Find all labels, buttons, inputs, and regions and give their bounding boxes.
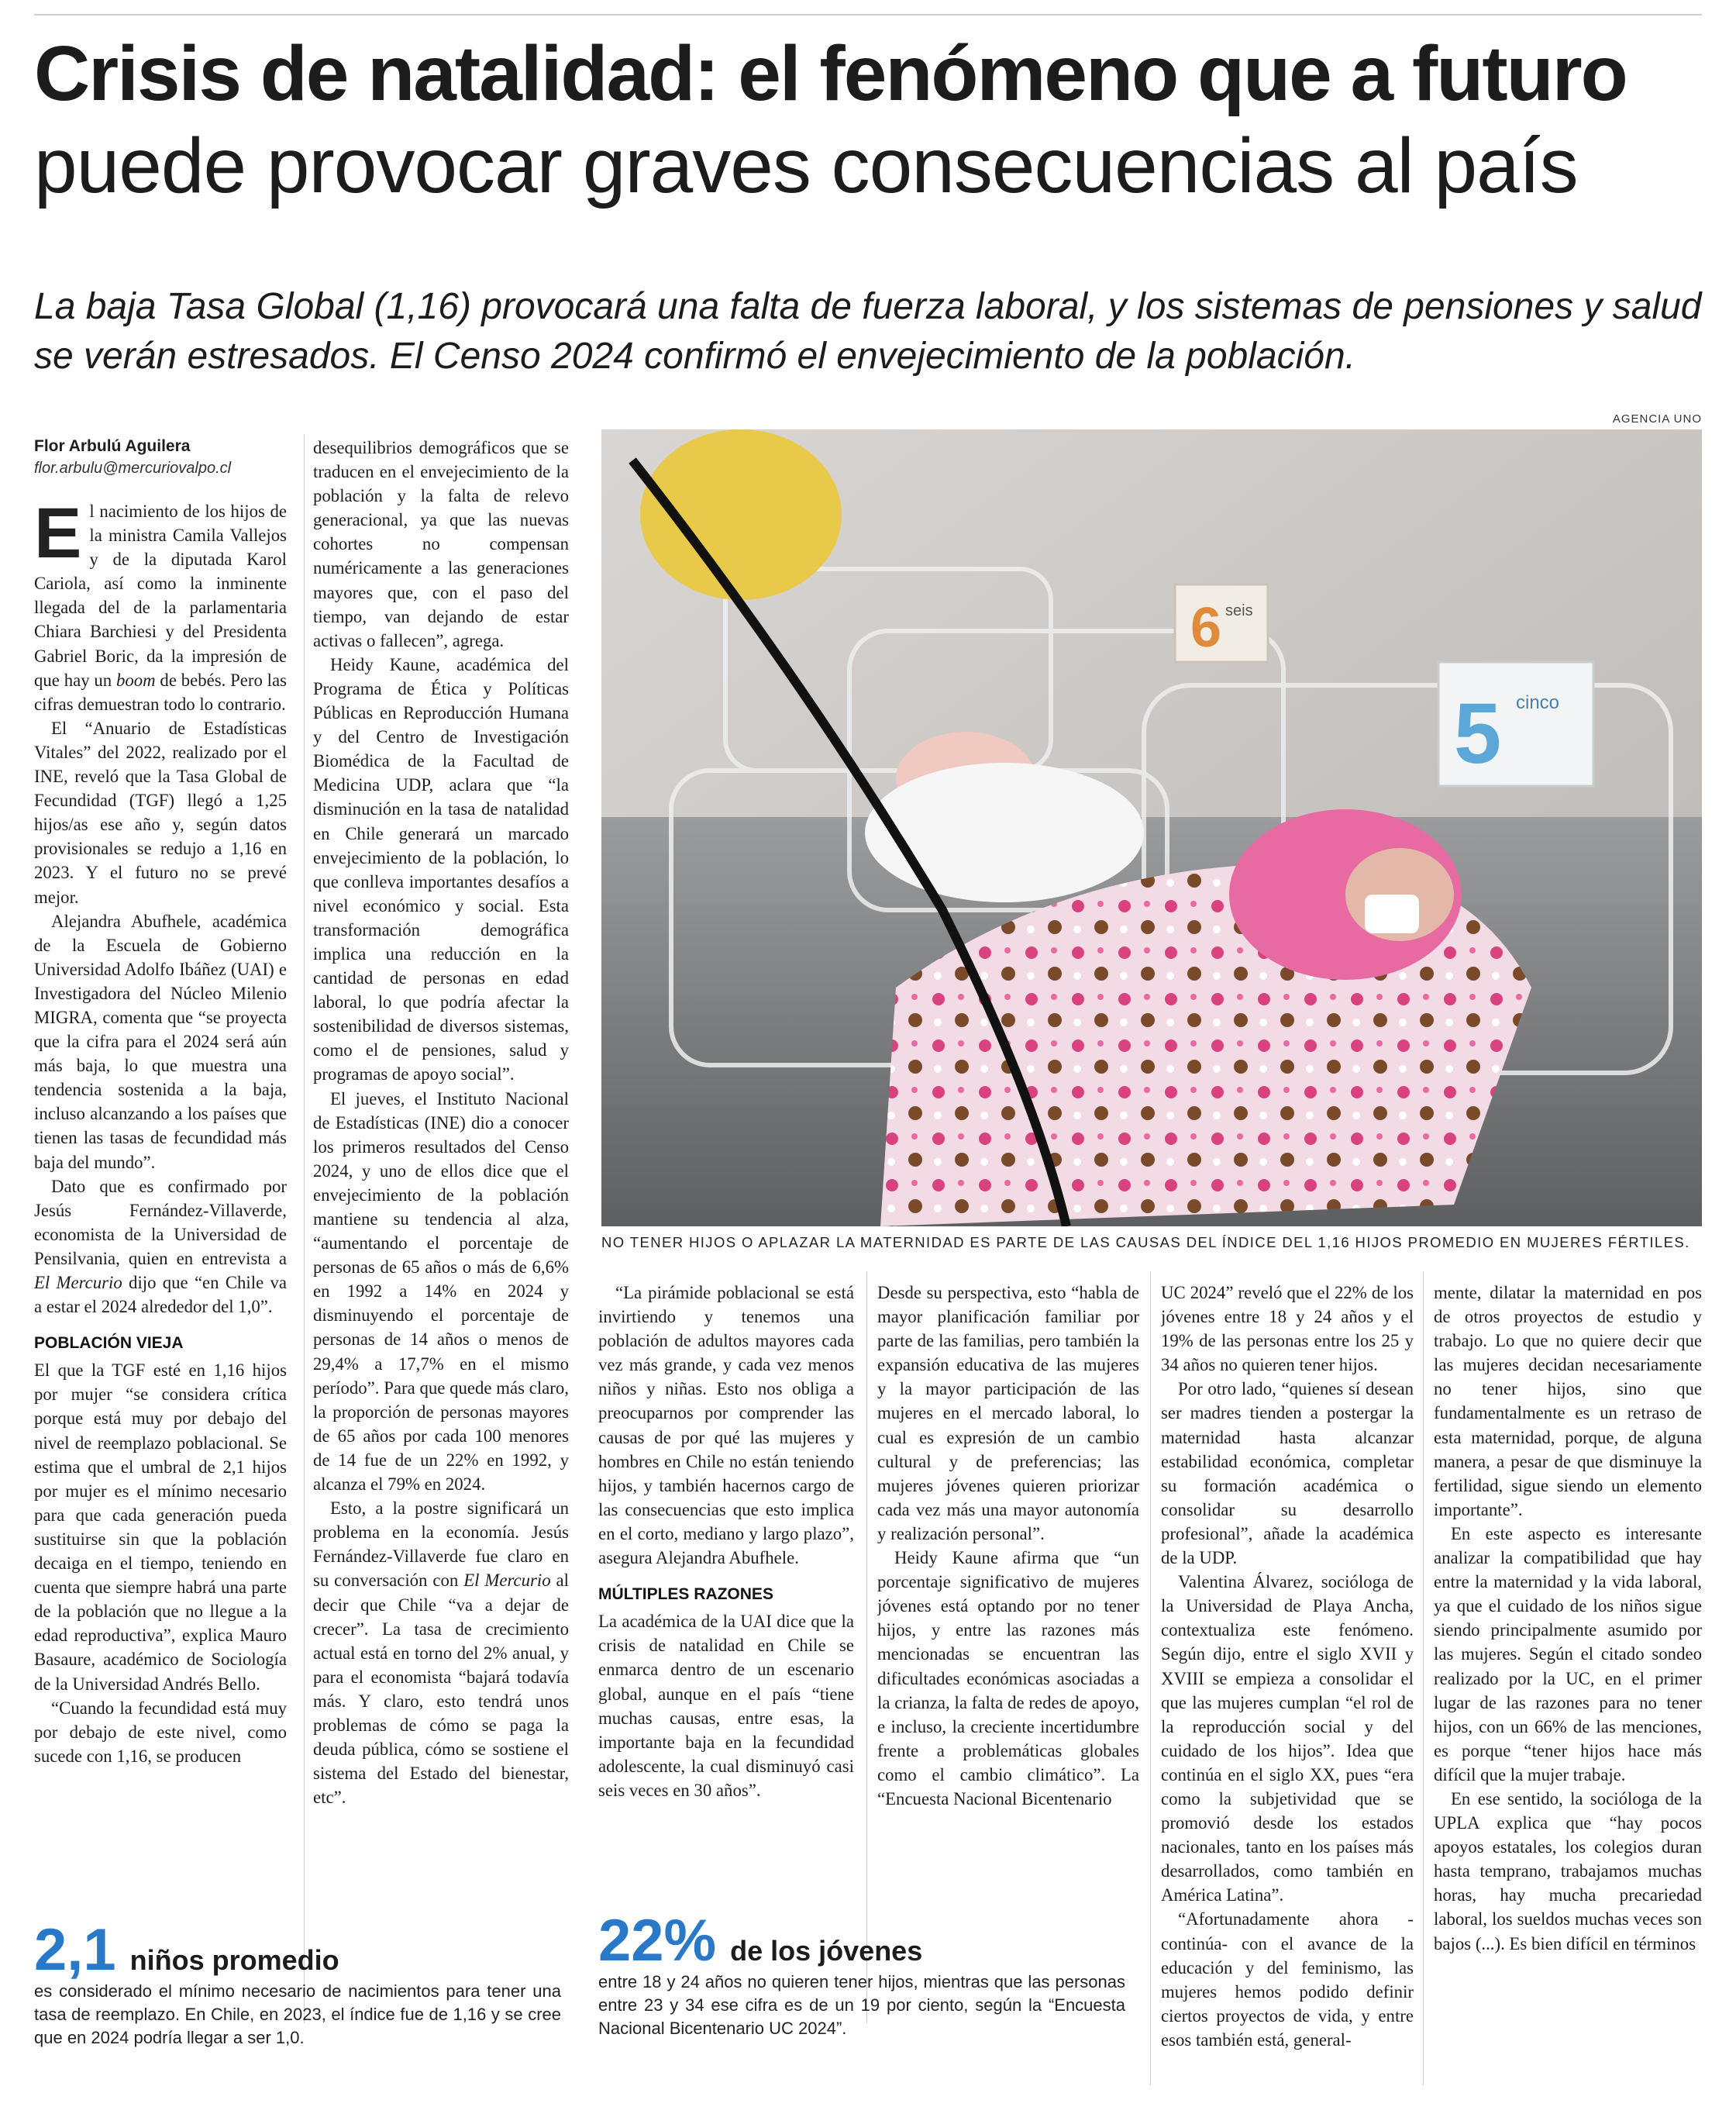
lead-paragraph: El nacimiento de los hijos de la ministra Camila Vallejos y de la diputada Karol Cariola, así como la inminente llegada del de la parlamentaria Chiara Barchiesi y del Presidenta Gabriel Boric, da la impresión de que hay un boom de bebés. Pero las cifras demuestran todo lo contrario. xyxy=(34,494,287,714)
dek: La baja Tasa Global (1,16) provocará una falta de fuerza laboral, y los sistemas de pensiones y salud se verán estresados. El Censo 2024 confirmó el envejecimiento de la población. xyxy=(34,286,1702,377)
byline-email: flor.arbulu@mercuriovalpo.cl xyxy=(34,460,232,477)
article-column-2 xyxy=(313,436,569,1890)
article-column-4 xyxy=(877,1281,1139,1877)
paragraph: El “Anuario de Estadísticas Vitales” del 2022, realizado por el INE, reveló que la Tasa Global de Fecundidad (TGF) llegó a 1,25 hijos/as ese año y, según datos provisionales se redujo a 1,16 en 2023. Y el futuro no se prevé mejor. xyxy=(34,718,287,907)
paragraph: Alejandra Abufhele, académica de la Escuela de Gobierno Universidad Adolfo Ibáñez (UAI) e Investigadora del Núcleo Milenio MIGRA, comenta que “se proyecta que la cifra para el 2024 será aún más baja, lo que muestra una tendencia sostenida a la baja, incluso alcanzando a los países que tienen las tasas de fecundidad más baja del mundo”. xyxy=(34,911,287,1172)
headline xyxy=(34,28,1702,212)
nursery-photo xyxy=(601,429,1702,1226)
top-rule xyxy=(34,14,1702,16)
column-rule xyxy=(866,1271,867,2023)
photo-credit: AGENCIA UNO xyxy=(1612,412,1702,426)
paragraph: Heidy Kaune, académica del Programa de Ética y Políticas Públicas en Reproducción Humana y del Centro de Investigación Biomédica de la Facultad de Medicina UDP, aclara que “la disminución en la tasa de natalidad en Chile generará un marcado envejecimiento de la población, lo que conlleva importantes desafíos a nivel económico y social. Esta transformación demográfica implica una reducción en la cantidad de personas en edad laboral, lo que podría afectar la sostenibilidad de diversos sistemas, como el de pensiones, salud y programas de apoyo social”. xyxy=(313,654,569,1084)
stat-box-youth xyxy=(598,1908,1125,2040)
subhead-multiples-razones: MÚLTIPLES RAZONES xyxy=(598,1585,773,1604)
crib-label-6-word: seis xyxy=(1225,602,1253,619)
paragraph: mente, dilatar la maternidad en pos de otros proyectos de estudio y trabajo. Lo que no quiere decir que las mujeres decidan necesariamente no tener hijos, sino que fundamentalmente es un retraso de esta maternidad, porque, de alguna manera, a pesar de que disminuye la fertilidad, sigue siendo un elemento importante”. xyxy=(1434,1283,1702,1519)
article-column-6 xyxy=(1434,1281,1702,2095)
stat-label: niños promedio xyxy=(129,1944,339,1976)
paragraph: desequilibrios demográficos que se traducen en el envejecimiento de la población y la falta de relevo generacional, ya que las nuevas cohortes no compensan numéricamente a las generaciones mayores que, con el paso del tiempo, van dejando de estar activas o fallecen”, agrega. xyxy=(313,438,569,650)
newborns-in-cribs-image xyxy=(601,429,1702,1226)
paragraph: “Cuando la fecundidad está muy por debajo de este nivel, como sucede con 1,16, se producen xyxy=(34,1698,287,1766)
column-rule xyxy=(1150,1271,1151,2085)
headline-line-1: Crisis de natalidad: el fenómeno que a futuro xyxy=(34,30,1627,117)
article-column-3 xyxy=(598,1281,854,1877)
paragraph: El que la TGF esté en 1,16 hijos por mujer “se considera crítica porque está muy por debajo del nivel de reemplazo poblacional. Se estima que el umbral de 2,1 hijos por mujer es el mínimo necesario para que cada generación pueda sustituirse sin que la población decaiga en el tiempo, teniendo en cuenta que siempre habrá una parte de la población que no llegue a la edad reproductiva”, explica Mauro Basaure, académico de Sociología de la Universidad Andrés Bello. xyxy=(34,1360,287,1694)
paragraph: Desde su perspectiva, esto “habla de mayor planificación familiar por parte de las familias, pero también la expansión educativa de las mujeres y la mayor participación de las mujeres en el mercado laboral, lo cual es expresión de un cambio cultural y de preferencias; las mujeres jóvenes quieren priorizar cada vez más una mayor autonomía y realización personal”. xyxy=(877,1283,1139,1543)
crib-label-5-number: 5 xyxy=(1454,686,1502,781)
paragraph: Esto, a la postre significará un problema en la economía. Jesús Fernández-Villaverde fue claro en su conversación con El Mercurio al decir que Chile “va a dejar de crecer”. La tasa de crecimiento actual está en torno del 2% anual, y para el economista “bajará todavía más. Y claro, esto tendrá unos problemas de cómo se paga la deuda pública, cómo se sostiene el sistema del Estado del bienestar, etc”. xyxy=(313,1498,569,1808)
column-rule xyxy=(1423,1271,1424,2085)
byline-author: Flor Arbulú Aguilera xyxy=(34,437,191,455)
paragraph: “La pirámide poblacional se está invirtiendo y tenemos una población de adultos mayores cada vez más grande, y cada vez menos niños y niñas. Esto nos obliga a preocuparnos por comprender las causas de por qué las mujeres y hombres en Chile no están teniendo hijos, y también hacernos cargo de las consecuencias que esto implica en el corto, mediano y largo plazo”, asegura Alejandra Abufhele. xyxy=(598,1283,854,1568)
article-column-5 xyxy=(1161,1281,1414,2095)
drop-cap: E xyxy=(34,494,82,573)
stat-description: es considerado el mínimo necesario de nacimientos para tener una tasa de reemplazo. En Chile, en 2023, el índice fue de 1,16 y se cree que en 2024 podría llegar a ser 1,0. xyxy=(34,1981,561,2047)
stat-box-birth-rate xyxy=(34,1917,561,2050)
stat-value: 2,1 xyxy=(34,1917,116,1983)
column-rule xyxy=(304,434,305,2023)
photo-caption: NO TENER HIJOS O APLAZAR LA MATERNIDAD ES PARTE DE LAS CAUSAS DEL ÍNDICE DEL 1,16 HIJOS PROMEDIO EN MUJERES FÉRTILES. xyxy=(601,1234,1690,1250)
paragraph: Valentina Álvarez, socióloga de la Universidad de Playa Ancha, contextualiza este fenómeno. Según dijo, entre el siglo XVII y XVIII se empieza a consolidar el que las mujeres cumplan “el rol de la reproducción social y del cuidado de los hijos”. Idea que continúa en el siglo XX, pues “era como la subjetividad que se promovió desde los estados nacionales, tanto en los países más desarrollados, como también en América Latina”. xyxy=(1161,1572,1414,1905)
paragraph: UC 2024” reveló que el 22% de los jóvenes entre 18 y 24 años y el 19% de las personas entre los 25 y 34 años no quieren tener hijos. xyxy=(1161,1283,1414,1375)
paragraph: En ese sentido, la socióloga de la UPLA explica que “hay pocos apoyos estatales, los colegios duran hasta temprano, trabajamos muchas horas, hay mucha precariedad laboral, los sueldos muchas veces son bajos (...). Es bien difícil en términos xyxy=(1434,1788,1702,1953)
paragraph: “Afortunadamente ahora -continúa- con el avance de la educación y del feminismo, las mujeres hemos podido definir ciertos proyectos de vida, y entre esos también está, general- xyxy=(1161,1909,1414,2050)
paragraph: Por otro lado, “quienes sí desean ser madres tienden a postergar la maternidad hasta alcanzar estabilidad económica, completar su formación académica o consolidar su desarrollo profesional”, añade la académica de la UDP. xyxy=(1161,1379,1414,1568)
crib-label-5-word: cinco xyxy=(1516,692,1560,713)
paragraph: Heidy Kaune afirma que “un porcentaje significativo de mujeres jóvenes está optando por no tener hijos, y entre las razones más mencionadas se encuentran las dificultades económicas asociadas a la crianza, la falta de redes de apoyo, e incluso, la creciente incertidumbre frente a problemáticas globales como el cambio climático”. La “Encuesta Nacional Bicentenario xyxy=(877,1548,1139,1809)
crib-label-6-number: 6 xyxy=(1190,597,1222,659)
paragraph: La académica de la UAI dice que la crisis de natalidad en Chile se enmarca dentro de un escenario global, aunque en el país “tiene muchas causas, entre esas, la importante baja en la fecundidad adolescente, la cual disminuyó casi seis veces en 30 años”. xyxy=(598,1612,854,1800)
paragraph: Dato que es confirmado por Jesús Fernández-Villaverde, economista de la Universidad de Pensilvania, quien en entrevista a El Mercurio dijo que “en Chile va a estar el 2024 alrededor del 1,0”. xyxy=(34,1176,287,1317)
paragraph: En este aspecto es interesante analizar la compatibilidad que hay entre la maternidad y la vida laboral, ya que el cuidado de los niños sigue siendo principalmente asumido por las mujeres. Según el citado sondeo realizado por la UC, en el primer lugar de las razones para no tener hijos, con un 66% de las menciones, es porque “tener hijos hace más difícil que la mujer trabaje. xyxy=(1434,1523,1702,1784)
headline-line-2: puede provocar graves consecuencias al país xyxy=(34,122,1578,209)
article-column-1 xyxy=(34,436,287,1839)
paragraph: El jueves, el Instituto Nacional de Estadísticas (INE) dio a conocer los primeros resultados del Censo 2024, y uno de ellos dice que el envejecimiento de la población mantiene su tendencia al alza, “aumentando el porcentaje de personas de 65 años o más de 6,6% en 1992 a 14% en 2024 y disminuyendo el porcentaje de personas de 14 años o menos de 29,4% a 17,7% en el mismo período”. Para que quede más claro, la proporción de personas mayores de 65 años por cada 100 menores de 14 fue de un 22% en 1992, y alcanza el 79% en 2024. xyxy=(313,1088,569,1495)
stat-value: 22% xyxy=(598,1908,717,1974)
subhead-poblacion-vieja: POBLACIÓN VIEJA xyxy=(34,1334,184,1353)
stat-description: entre 18 y 24 años no quieren tener hijos, mientras que las personas entre 23 y 34 ese cifra es de un 19 por ciento, según la “Encuesta Nacional Bicentenario UC 2024”. xyxy=(598,1972,1125,2038)
stat-label: de los jóvenes xyxy=(730,1935,923,1967)
